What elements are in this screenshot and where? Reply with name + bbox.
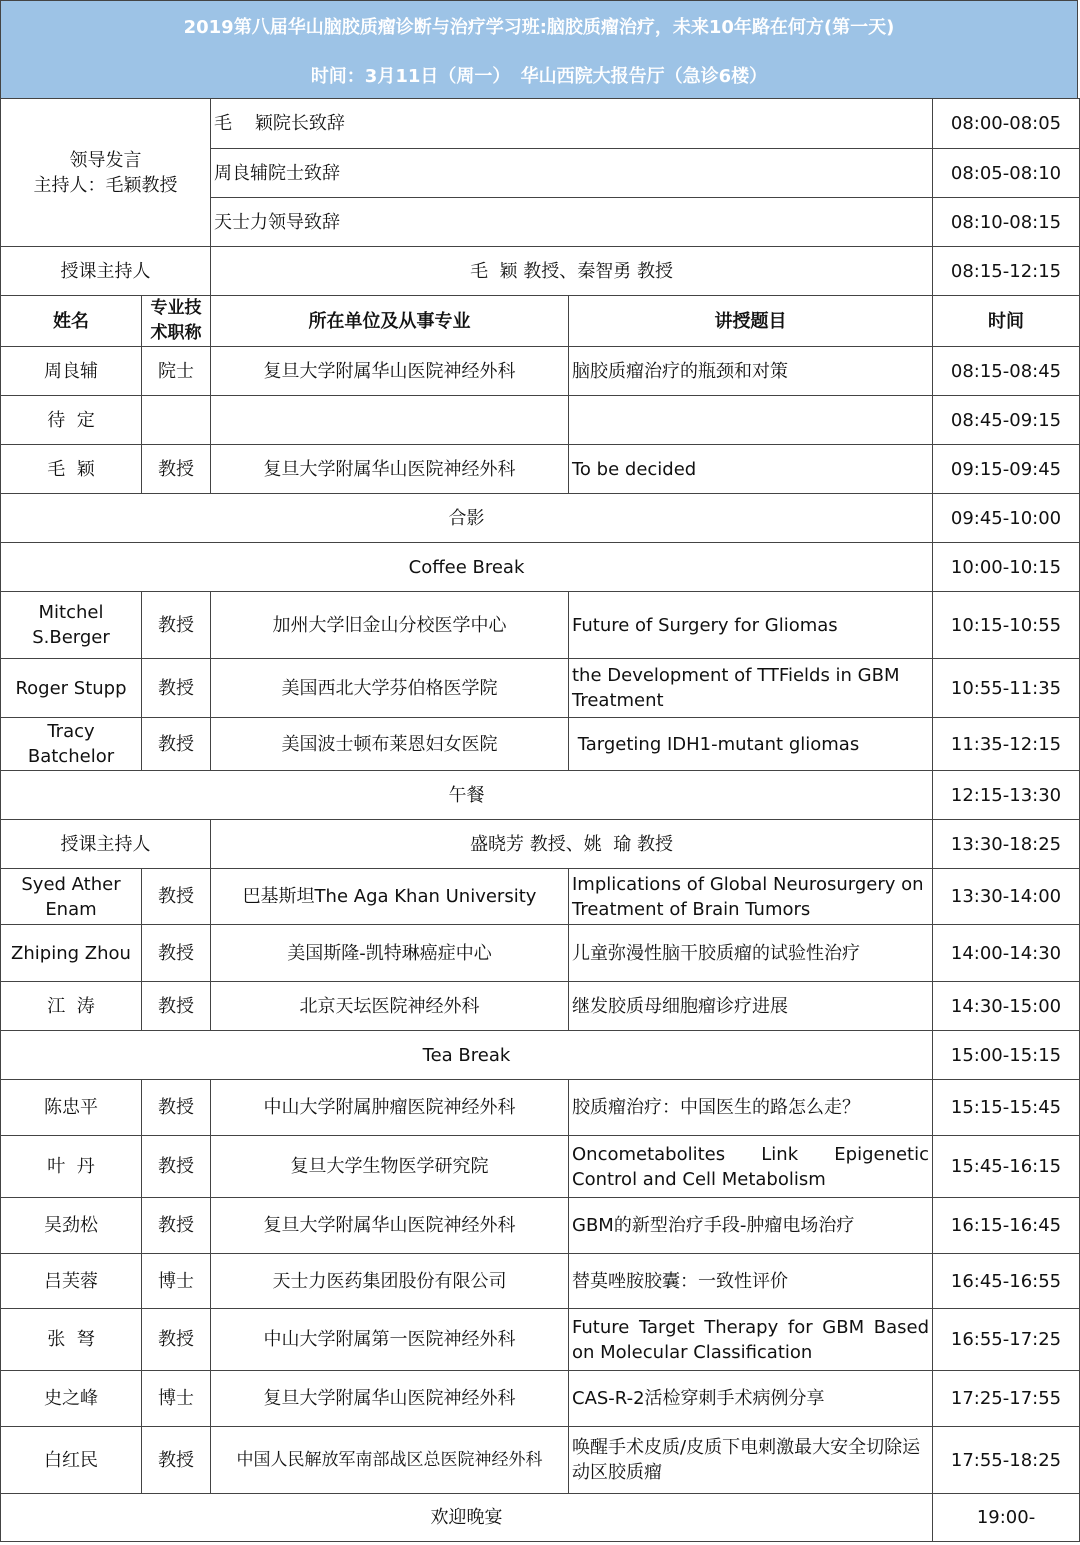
schedule-subtitle: 时间：3月11日（周一） 华山西院大报告厅（急诊6楼） xyxy=(310,66,768,87)
talk-topic: To be decided xyxy=(569,445,933,494)
speaker-org: 中国人民解放军南部战区总医院神经外科 xyxy=(211,1427,569,1494)
speaker-title: 教授 xyxy=(142,869,211,925)
break-time: 10:00-10:15 xyxy=(933,543,1080,592)
opening-row-1 xyxy=(1,99,1080,149)
speaker-name: 陈忠平 xyxy=(1,1080,142,1136)
speaker-title: 教授 xyxy=(142,1427,211,1494)
speaker-title: 教授 xyxy=(142,1080,211,1136)
table-row xyxy=(1,869,1080,925)
speaker-org: 巴基斯坦The Aga Khan University xyxy=(211,869,569,925)
break-label: Tea Break xyxy=(1,1031,933,1080)
speaker-name: Syed Ather Enam xyxy=(1,869,142,925)
table-row xyxy=(1,445,1080,494)
opening-label: 领导发言 xyxy=(69,149,142,171)
talk-time: 16:55-17:25 xyxy=(933,1309,1080,1371)
speaker-org: 复旦大学附属华山医院神经外科 xyxy=(211,347,569,396)
speaker-org: 美国波士顿布莱恩妇女医院 xyxy=(211,718,569,771)
break-row-lunch xyxy=(1,771,1080,820)
talk-time: 15:45-16:15 xyxy=(933,1136,1080,1198)
table-row xyxy=(1,1254,1080,1309)
session1-host-row xyxy=(1,247,1080,296)
speaker-name: 张 弩 xyxy=(1,1309,142,1371)
table-row xyxy=(1,396,1080,445)
break-row-tea xyxy=(1,1031,1080,1080)
table-row xyxy=(1,592,1080,659)
session2-host-row xyxy=(1,820,1080,869)
opening-item: 天士力领导致辞 xyxy=(211,198,933,247)
table-row xyxy=(1,1427,1080,1494)
speaker-title xyxy=(142,396,211,445)
speaker-name: Zhiping Zhou xyxy=(1,925,142,982)
speaker-org: 复旦大学生物医学研究院 xyxy=(211,1136,569,1198)
dinner-time: 19:00- xyxy=(933,1494,1080,1542)
table-row xyxy=(1,1309,1080,1371)
speaker-title: 教授 xyxy=(142,718,211,771)
speaker-org: 中山大学附属肿瘤医院神经外科 xyxy=(211,1080,569,1136)
break-label: 午餐 xyxy=(1,771,933,820)
speaker-org: 复旦大学附属华山医院神经外科 xyxy=(211,1198,569,1254)
col-header-topic: 讲授题目 xyxy=(569,296,933,347)
col-header-time: 时间 xyxy=(933,296,1080,347)
column-header-row xyxy=(1,296,1080,347)
speaker-name: 毛 颖 xyxy=(1,445,142,494)
talk-topic: 儿童弥漫性脑干胶质瘤的试验性治疗 xyxy=(569,925,933,982)
break-time: 15:00-15:15 xyxy=(933,1031,1080,1080)
talk-topic: 继发胶质母细胞瘤诊疗进展 xyxy=(569,982,933,1031)
talk-topic: Future Target Therapy for GBM Based on Molecular Classification xyxy=(569,1309,933,1371)
speaker-name: 白红民 xyxy=(1,1427,142,1494)
talk-time: 13:30-14:00 xyxy=(933,869,1080,925)
speaker-name: 叶 丹 xyxy=(1,1136,142,1198)
col-header-title: 专业技术职称 xyxy=(142,296,211,347)
talk-topic: the Development of TTFields in GBM Treatment xyxy=(569,659,933,718)
speaker-org: 美国斯隆-凯特琳癌症中心 xyxy=(211,925,569,982)
talk-time: 09:15-09:45 xyxy=(933,445,1080,494)
talk-time: 14:30-15:00 xyxy=(933,982,1080,1031)
opening-time: 08:00-08:05 xyxy=(933,99,1080,149)
talk-time: 17:55-18:25 xyxy=(933,1427,1080,1494)
table-row xyxy=(1,659,1080,718)
talk-topic: Implications of Global Neurosurgery on Treatment of Brain Tumors xyxy=(569,869,933,925)
talk-time: 10:15-10:55 xyxy=(933,592,1080,659)
speaker-title: 教授 xyxy=(142,982,211,1031)
break-label: 合影 xyxy=(1,494,933,543)
speaker-title: 教授 xyxy=(142,1198,211,1254)
speaker-org: 加州大学旧金山分校医学中心 xyxy=(211,592,569,659)
speaker-name: 周良辅 xyxy=(1,347,142,396)
speaker-title: 博士 xyxy=(142,1254,211,1309)
table-row xyxy=(1,1198,1080,1254)
break-time: 12:15-13:30 xyxy=(933,771,1080,820)
table-row xyxy=(1,1080,1080,1136)
schedule-title: 2019第八届华山脑胶质瘤诊断与治疗学习班:脑胶质瘤治疗，未来10年路在何方(第一天) xyxy=(183,17,895,38)
session1-label: 授课主持人 xyxy=(1,247,211,296)
break-label: Coffee Break xyxy=(1,543,933,592)
speaker-org xyxy=(211,396,569,445)
talk-topic: 唤醒手术皮质/皮质下电刺激最大安全切除运动区胶质瘤 xyxy=(569,1427,933,1494)
speaker-org: 复旦大学附属华山医院神经外科 xyxy=(211,445,569,494)
table-row xyxy=(1,982,1080,1031)
dinner-label: 欢迎晚宴 xyxy=(1,1494,933,1542)
opening-host: 主持人：毛颖教授 xyxy=(33,174,178,196)
col-header-org: 所在单位及从事专业 xyxy=(211,296,569,347)
talk-topic: GBM的新型治疗手段-肿瘤电场治疗 xyxy=(569,1198,933,1254)
speaker-title: 院士 xyxy=(142,347,211,396)
speaker-title: 教授 xyxy=(142,659,211,718)
session1-time: 08:15-12:15 xyxy=(933,247,1080,296)
talk-time: 10:55-11:35 xyxy=(933,659,1080,718)
break-row-coffee xyxy=(1,543,1080,592)
speaker-title: 教授 xyxy=(142,925,211,982)
speaker-org: 中山大学附属第一医院神经外科 xyxy=(211,1309,569,1371)
session2-label: 授课主持人 xyxy=(1,820,211,869)
session2-time: 13:30-18:25 xyxy=(933,820,1080,869)
speaker-title: 教授 xyxy=(142,445,211,494)
talk-time: 15:15-15:45 xyxy=(933,1080,1080,1136)
speaker-name: 吕芙蓉 xyxy=(1,1254,142,1309)
schedule-banner xyxy=(0,0,1078,98)
talk-time: 08:45-09:15 xyxy=(933,396,1080,445)
col-header-name: 姓名 xyxy=(1,296,142,347)
dinner-row xyxy=(1,1494,1080,1542)
speaker-name: Mitchel S.Berger xyxy=(1,592,142,659)
table-row xyxy=(1,347,1080,396)
speaker-title: 教授 xyxy=(142,1136,211,1198)
opening-item: 毛 颖院长致辞 xyxy=(211,99,933,149)
table-row xyxy=(1,1371,1080,1427)
table-row xyxy=(1,718,1080,771)
opening-time: 08:05-08:10 xyxy=(933,149,1080,198)
talk-time: 11:35-12:15 xyxy=(933,718,1080,771)
speaker-name: 江 涛 xyxy=(1,982,142,1031)
speaker-name: Tracy Batchelor xyxy=(1,718,142,771)
speaker-name: 史之峰 xyxy=(1,1371,142,1427)
talk-topic: Oncometabolites Link Epigenetic Control and Cell Metabolism xyxy=(569,1136,933,1198)
opening-time: 08:10-08:15 xyxy=(933,198,1080,247)
speaker-org: 北京天坛医院神经外科 xyxy=(211,982,569,1031)
speaker-title: 教授 xyxy=(142,1309,211,1371)
break-time: 09:45-10:00 xyxy=(933,494,1080,543)
speaker-org: 美国西北大学芬伯格医学院 xyxy=(211,659,569,718)
talk-time: 16:15-16:45 xyxy=(933,1198,1080,1254)
speaker-org: 复旦大学附属华山医院神经外科 xyxy=(211,1371,569,1427)
opening-item: 周良辅院士致辞 xyxy=(211,149,933,198)
talk-topic: 胶质瘤治疗：中国医生的路怎么走？ xyxy=(569,1080,933,1136)
speaker-name: Roger Stupp xyxy=(1,659,142,718)
talk-topic: Targeting IDH1-mutant gliomas xyxy=(569,718,933,771)
talk-time: 16:45-16:55 xyxy=(933,1254,1080,1309)
talk-time: 14:00-14:30 xyxy=(933,925,1080,982)
talk-time: 08:15-08:45 xyxy=(933,347,1080,396)
speaker-org: 天士力医药集团股份有限公司 xyxy=(211,1254,569,1309)
session2-hosts: 盛晓芳 教授、姚 瑜 教授 xyxy=(211,820,933,869)
talk-topic: 脑胶质瘤治疗的瓶颈和对策 xyxy=(569,347,933,396)
talk-topic: CAS-R-2活检穿刺手术病例分享 xyxy=(569,1371,933,1427)
talk-topic: Future of Surgery for Gliomas xyxy=(569,592,933,659)
speaker-title: 博士 xyxy=(142,1371,211,1427)
session1-hosts: 毛 颖 教授、秦智勇 教授 xyxy=(211,247,933,296)
speaker-title: 教授 xyxy=(142,592,211,659)
break-row-photo xyxy=(1,494,1080,543)
table-row xyxy=(1,925,1080,982)
talk-topic: 替莫唑胺胶囊：一致性评价 xyxy=(569,1254,933,1309)
schedule-table xyxy=(0,98,1080,1542)
speaker-name: 吴劲松 xyxy=(1,1198,142,1254)
talk-topic xyxy=(569,396,933,445)
speaker-name: 待 定 xyxy=(1,396,142,445)
opening-cell xyxy=(1,99,211,247)
table-row xyxy=(1,1136,1080,1198)
talk-time: 17:25-17:55 xyxy=(933,1371,1080,1427)
